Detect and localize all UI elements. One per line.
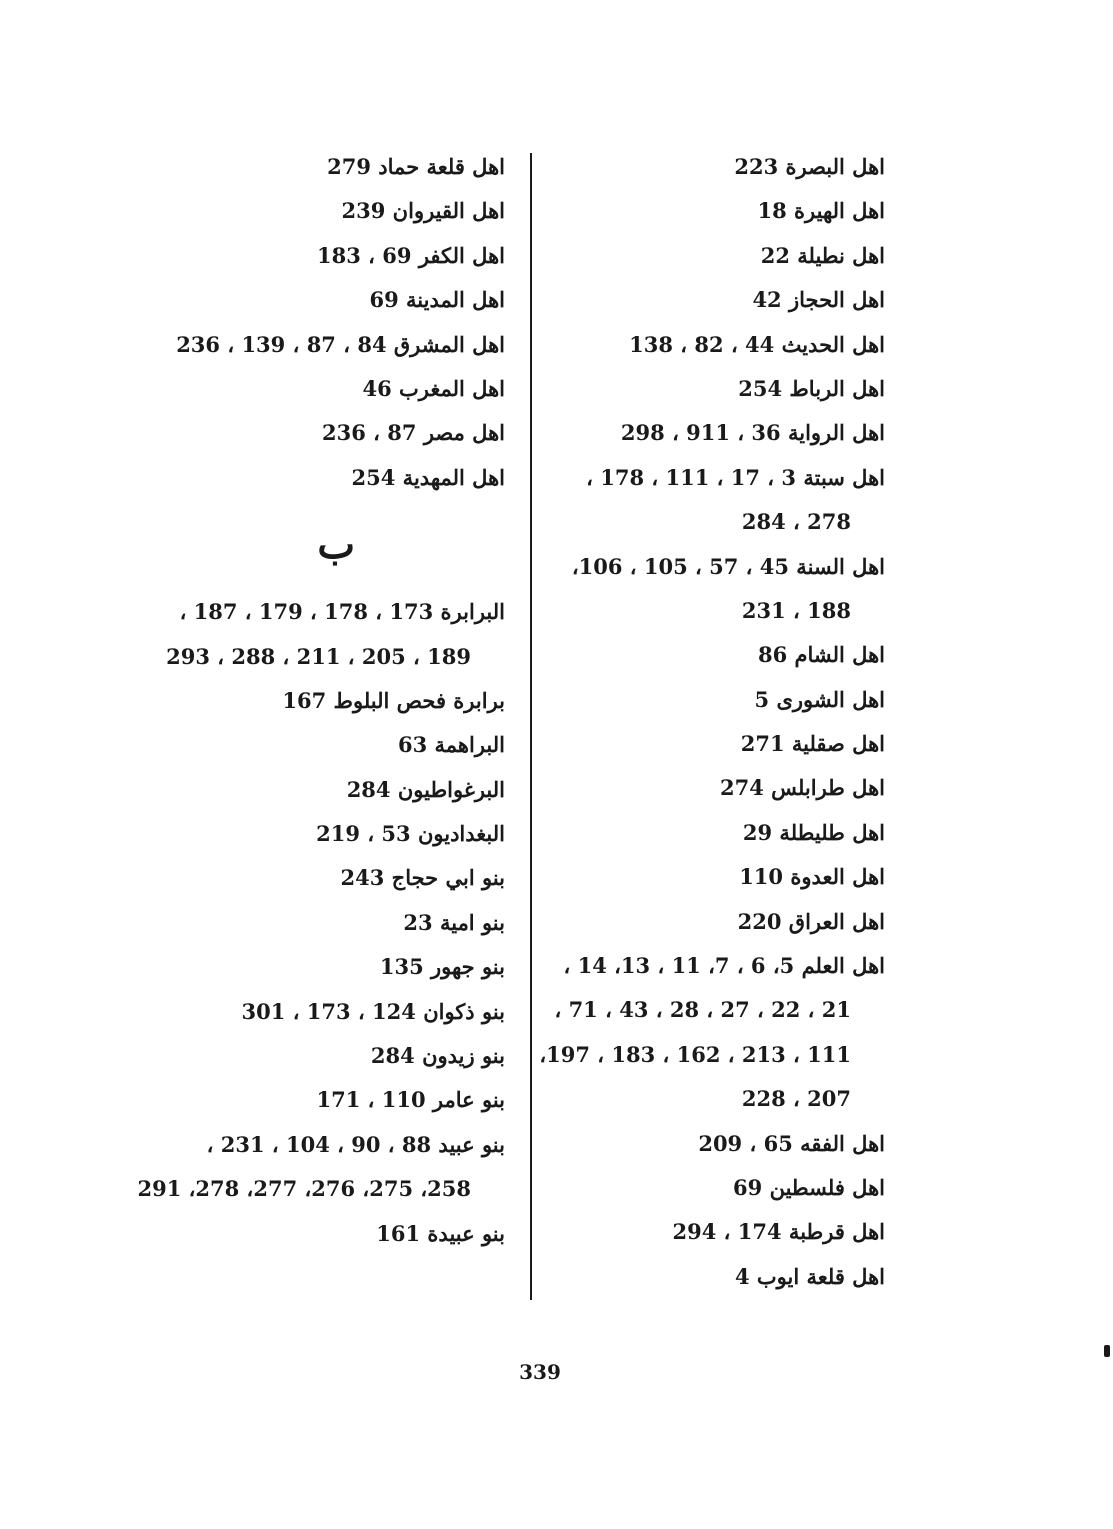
index-entry: اهل نطيلة 22 <box>760 242 885 268</box>
section-letter: ب <box>317 521 355 569</box>
index-entry: اهل الشورى 5 <box>754 686 885 712</box>
scan-edge-mark <box>1104 1345 1110 1357</box>
index-entry: اهل فلسطين 69 <box>733 1174 885 1200</box>
index-entry: البغداديون 53 ، 219 <box>316 821 505 847</box>
index-entry: اهل العلم 5، 6 ، 7، 11 ، 13، 14 ، <box>563 953 885 979</box>
index-entry-continuation: 188 ، 231 <box>741 597 851 623</box>
index-entry: اهل العدوة 110 <box>739 864 885 890</box>
index-entry: بنو عبيد 88 ، 90 ، 104 ، 231 ، <box>206 1131 505 1157</box>
index-entry-continuation: 189 ، 205 ، 211 ، 288 ، 293 <box>166 643 471 669</box>
index-entry: اهل قلعة حماد 279 <box>327 154 505 179</box>
index-entry: اهل الرباط 254 <box>738 375 885 401</box>
index-entry: اهل الكفر 69 ، 183 <box>317 242 505 268</box>
index-entry: بنو ابي حجاج 243 <box>340 865 505 891</box>
index-entry: اهل البصرة 223 <box>734 154 885 179</box>
page-number: 339 <box>519 1360 561 1384</box>
index-entry: اهل طليطلة 29 <box>742 819 885 845</box>
index-column-left <box>137 145 505 1256</box>
entries-top <box>175 145 505 500</box>
index-entry: اهل سبتة 3 ، 17 ، 111 ، 178 ، <box>586 464 885 490</box>
index-entry: اهل قلعة ايوب 4 <box>734 1263 885 1289</box>
index-entry: اهل المشرق 84 ، 87 ، 139 ، 236 <box>176 331 505 357</box>
entries-bottom <box>137 590 505 1256</box>
index-entry: البرابرة 173 ، 178 ، 179 ، 187 ، <box>179 599 505 625</box>
index-entry: اهل المدينة 69 <box>369 287 505 313</box>
index-entry: اهل الفقه 65 ، 209 <box>698 1130 885 1156</box>
index-entry: اهل الرواية 36 ، 911 ، 298 <box>620 420 885 446</box>
index-entry: اهل الحجاز 42 <box>752 287 885 313</box>
index-entry-continuation: 278 ، 284 <box>741 509 851 535</box>
index-entry: البرغواطيون 284 <box>346 776 505 802</box>
index-entry: بنو عامر 110 ، 171 <box>316 1087 505 1113</box>
index-entry: اهل طرابلس 274 <box>720 775 885 801</box>
index-entry-continuation: 111 ، 213 ، 162 ، 183 ، 197، <box>539 1041 851 1067</box>
index-entry: بنو ذكوان 124 ، 173 ، 301 <box>241 998 505 1024</box>
index-entry: اهل المهدية 254 <box>351 464 505 490</box>
index-entry: بنو امية 23 <box>403 909 505 935</box>
index-column-right <box>539 145 885 1299</box>
index-entry: بنو عبيدة 161 <box>376 1220 505 1246</box>
index-entry: بنو جهور 135 <box>379 954 505 980</box>
index-entry: اهل قرطبة 174 ، 294 <box>672 1219 885 1245</box>
index-entry: اهل الحديث 44 ، 82 ، 138 <box>629 331 885 357</box>
index-entry: بنو زيدون 284 <box>370 1043 505 1069</box>
index-entry: اهل مصر 87 ، 236 <box>322 420 505 446</box>
index-entry: اهل المغرب 46 <box>362 375 505 401</box>
column-divider <box>530 153 532 1300</box>
index-entry: اهل العراق 220 <box>737 908 885 934</box>
index-entry: اهل الشام 86 <box>757 642 885 668</box>
index-entry-continuation: 207 ، 228 <box>741 1086 851 1112</box>
index-entry: البراهمة 63 <box>397 732 505 758</box>
index-entry: اهل صقلية 271 <box>740 731 885 757</box>
index-entry-continuation: 258، 275، 276، 277، 278، 291 <box>137 1176 471 1202</box>
index-entry: اهل القيروان 239 <box>341 198 505 224</box>
index-entry: اهل الهيرة 18 <box>757 198 885 224</box>
index-entry: برابرة فحص البلوط 167 <box>282 687 505 713</box>
index-entry-continuation: 21 ، 22 ، 27 ، 28 ، 43 ، 71 ، <box>554 997 851 1023</box>
index-entry: اهل السنة 45 ، 57 ، 105 ، 106، <box>571 553 885 579</box>
